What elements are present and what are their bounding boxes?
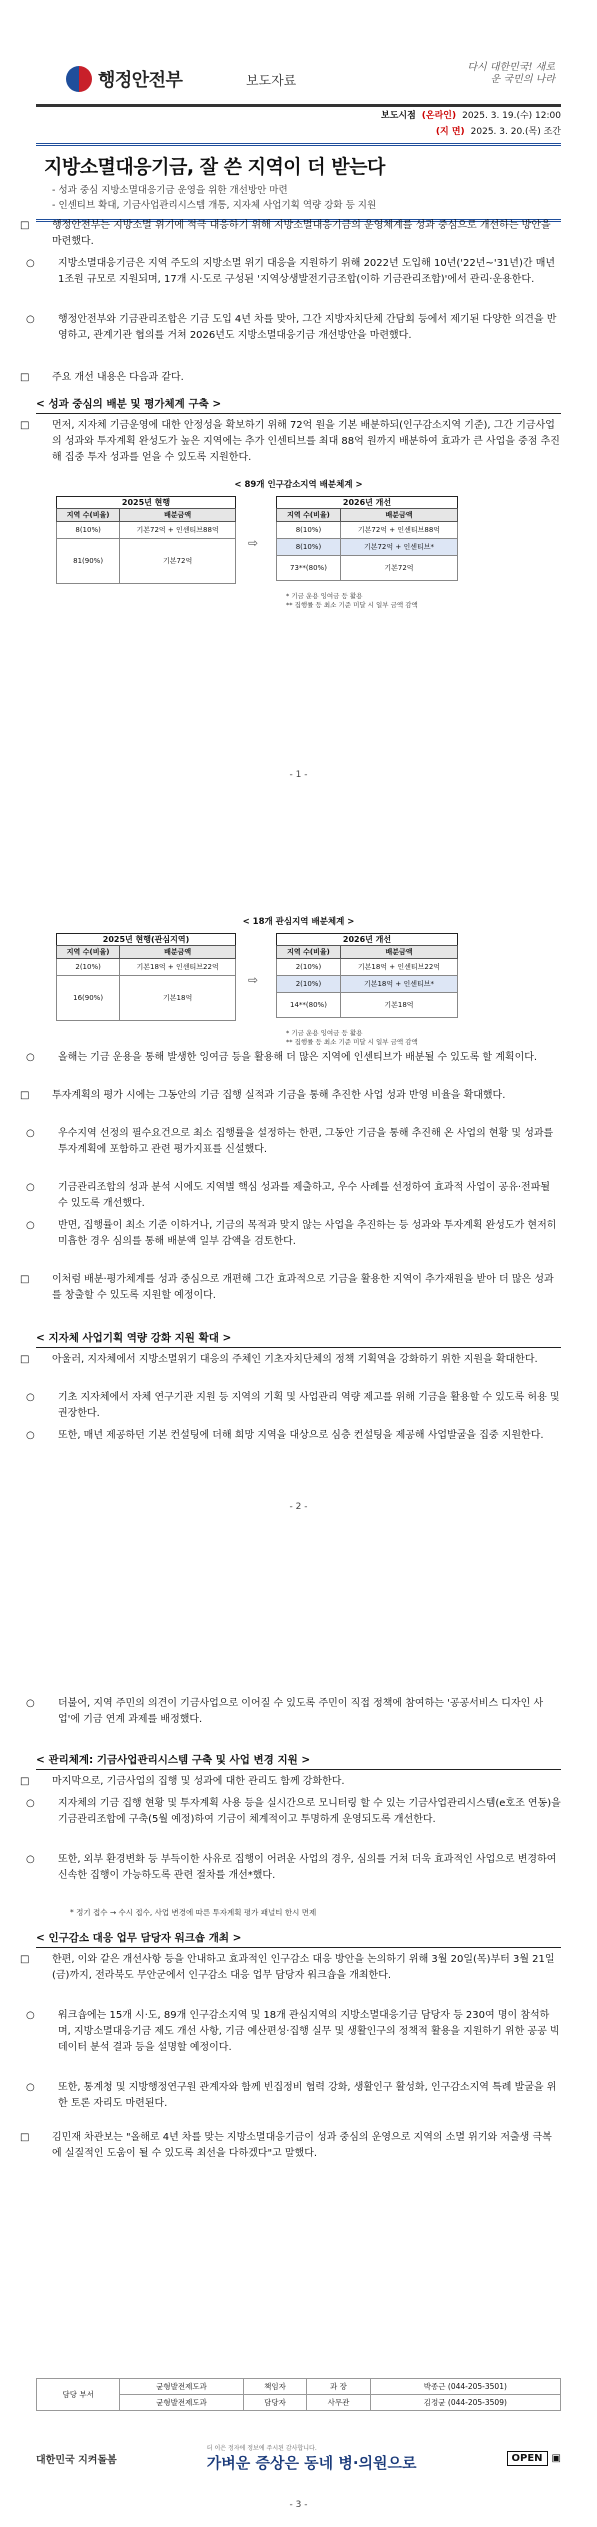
paragraph: ○ 지방소멸대응기금은 지역 주도의 지방소멸 위기 대응을 지원하기 위해 2022년 도입해 10년('22년~'31년)간 매년 1조원 규모로 지원되며, 17개 시·도로 구성된 '지역상생발전기금조합(이하 기금관리조합)'에서 관리·운용한다. — [26, 258, 556, 285]
footnote: * 정기 접수 → 수시 접수, 사업 변경에 따른 투자계획 평가 패널티 한시 면제 — [70, 1908, 317, 1917]
subtitle-2: - 인센티브 확대, 기금사업관리시스템 개통, 지자체 사업기획 역량 강화 등 지원 — [52, 200, 377, 211]
section-heading: < 인구감소 대응 업무 담당자 워크숍 개최 > — [36, 1930, 561, 1948]
campaign-slogan: 더 이은 정자에 정보에 주시된 감사합니다. 가벼운 증상은 동네 병·의원으로 — [206, 2445, 417, 2472]
press-header — [36, 62, 561, 100]
allocation-table-1: 2025년 현행 지역 수(비율) 배분금액 8(10%) 기본72억 + 인센티브88억 81(90%) 기본72억 ⇨ 2026년 개선 지역 수(비율) 배분금액 8(10%) 기본72억 + 인센티브88억 8(10%) 기본72억 + 인센티브* 73**(80%) 기본72억 * 기금 운용 잉여금 등 활용 ** 집행률 등 최소 기준 미달 시 일부 금액 감액 — [36, 496, 561, 606]
contact-table: 담당 부서 균형발전제도과 책임자 과 장 박종근 (044-205-3501) 균형발전제도과 담당자 사무관 김정균 (044-205-3509) — [36, 2378, 561, 2411]
paragraph: ○ 기금관리조합의 성과 분석 시에도 지역별 핵심 성과를 제출하고, 우수 사례를 선정하여 효과적 사업이 공유·전파될 수 있도록 개선했다. — [26, 1182, 551, 1209]
doc-type: 보도자료 — [246, 74, 297, 89]
paragraph: ○ 또한, 외부 환경변화 등 부득이한 사유로 집행이 어려운 사업의 경우, 심의를 거쳐 더욱 효과적인 사업으로 변경하여 신속한 집행이 가능하도록 관련 절차를 개선*했다. — [26, 1854, 557, 1881]
page-number: - 1 - — [289, 770, 308, 780]
paragraph: □ 이처럼 배분·평가체계를 성과 중심으로 개편해 그간 효과적으로 기금을 활용한 지역이 추가재원을 받아 더 많은 성과를 창출할 수 있도록 지원할 예정이다. — [20, 1274, 554, 1301]
taegeuk-icon — [66, 66, 92, 92]
section-heading: < 지자체 사업기획 역량 강화 지원 확대 > — [36, 1330, 561, 1348]
ministry-name: 행정안전부 — [98, 70, 183, 91]
paragraph: □ 마지막으로, 기금사업의 집행 및 성과에 대한 관리도 함께 강화한다. — [20, 1776, 345, 1787]
paragraph: ○ 지자체의 기금 집행 현황 및 투자계획 사용 등을 실시간으로 모니터링 할 수 있는 기금사업관리시스템(e호조 연동)을 기금관리조합에 구축(5월 예정)하여 기금이 체계적이고 투명하게 운영되도록 개선한다. — [26, 1798, 561, 1825]
paragraph: ○ 또한, 통계청 및 지방행정연구원 관계자와 함께 빈집정비 협력 강화, 생활인구 활성화, 인구감소지역 특례 발굴을 위한 토론 자리도 마련된다. — [26, 2082, 557, 2109]
arrow-icon: ⇨ — [248, 973, 259, 987]
slogan: 다시 대한민국! 새로운 국민의 나라 — [467, 62, 555, 85]
arrow-icon: ⇨ — [248, 536, 259, 550]
section-heading: < 성과 중심의 배분 및 평가체계 구축 > — [36, 396, 561, 414]
paragraph: □ 행정안전부는 지방소멸 위기에 적극 대응하기 위해 지방소멸대응기금의 운영체계를 성과 중심으로 개선하는 방안을 마련했다. — [20, 220, 551, 247]
title-box — [36, 143, 561, 222]
paragraph: ○ 더불어, 지역 주민의 의견이 기금사업으로 이어질 수 있도록 주민이 직접 정책에 참여하는 '공공서비스 디자인 사업'에 기금 연계 과제를 배정했다. — [26, 1698, 544, 1725]
paragraph: □ 김민재 차관보는 "올해로 4년 차를 맞는 지방소멸대응기금이 성과 중심의 운영으로 지역의 소멸 위기와 저출생 극복에 실질적인 도움이 될 수 있도록 최선을 다하겠다"고 말했다. — [20, 2132, 552, 2159]
header-divider — [36, 104, 561, 107]
table-note: * 기금 운용 잉여금 등 활용 ** 집행률 등 최소 기준 미달 시 일부 금액 감액 — [286, 1029, 418, 1046]
ministry-logo — [66, 66, 182, 92]
page-number: - 3 - — [289, 2500, 308, 2510]
table-current: 지역 수(비율) 배분금액 2(10%) 기본18억 + 인센티브22억 16(90%) 기본18억 — [56, 945, 236, 1021]
section-heading: < 관리체계: 기금사업관리시스템 구축 및 사업 변경 지원 > — [36, 1752, 561, 1770]
paragraph: ○ 또한, 매년 제공하던 기본 컨설팅에 더해 희망 지역을 대상으로 심층 컨설팅을 제공해 사업발굴을 집중 지원한다. — [26, 1430, 544, 1441]
embargo-info: 보도시점 (온라인) 2025. 3. 19.(수) 12:00 (지 면) 2025. 3. 20.(목) 조간 — [381, 111, 561, 137]
paragraph: □ 아울러, 지자체에서 지방소멸위기 대응의 주체인 기초자치단체의 정책 기획역을 강화하기 위한 지원을 확대한다. — [20, 1354, 538, 1365]
campaign-logo: 대한민국 지켜돌봄 — [36, 2454, 117, 2466]
open-logo: OPEN ▣ — [507, 2451, 561, 2466]
table-caption: < 89개 인구감소지역 배분체계 > — [234, 480, 363, 490]
subtitle-1: - 성과 중심 지방소멸대응기금 운영을 위한 개선방안 마련 — [52, 185, 288, 196]
allocation-table-2: 2025년 현행(관심지역) 지역 수(비율) 배분금액 2(10%) 기본18억 + 인센티브22억 16(90%) 기본18억 ⇨ 2026년 개선 지역 수(비율) 배분금액 2(10%) 기본18억 + 인센티브22억 2(10%) 기본18억 + 인센티브* 14**(80%) 기본18억 * 기금 운용 잉여금 등 활용 ** 집행률 등 최소 기준 미달 시 일부 금액 감액 — [36, 933, 561, 1043]
footer-banner — [36, 2440, 561, 2476]
cc-icon: ▣ — [551, 2452, 561, 2464]
paragraph: □ 한편, 이와 같은 개선사항 등을 안내하고 효과적인 인구감소 대응 방안을 논의하기 위해 3월 20일(목)부터 3월 21일(금)까지, 전라북도 무안군에서 인구감소 대응 업무 담당자 워크숍을 개최한다. — [20, 1954, 555, 1981]
page-title: 지방소멸대응기금, 잘 쓴 지역이 더 받는다 — [44, 156, 385, 178]
paragraph: ○ 기초 지자체에서 자체 연구기관 지원 등 지역의 기획 및 사업관리 역량 제고를 위해 기금을 활용할 수 있도록 허용 및 권장한다. — [26, 1392, 560, 1419]
table-current: 지역 수(비율) 배분금액 8(10%) 기본72억 + 인센티브88억 81(90%) 기본72억 — [56, 508, 236, 584]
paragraph: ○ 올해는 기금 운용을 통해 발생한 잉여금 등을 활용해 더 많은 지역에 인센티브가 배분될 수 있도록 할 계획이다. — [26, 1052, 538, 1063]
paragraph: □ 주요 개선 내용은 다음과 같다. — [20, 372, 184, 383]
paragraph: ○ 우수지역 선정의 필수요건으로 최소 집행률을 설정하는 한편, 그동안 기금을 통해 추진해 온 사업의 현황 및 성과를 투자계획에 포함하고 관련 평가지표를 신설했다. — [26, 1128, 554, 1155]
table-caption: < 18개 관심지역 배분체계 > — [242, 917, 355, 927]
page-number: - 2 - — [289, 1502, 308, 1512]
table-improved: 지역 수(비율) 배분금액 2(10%) 기본18억 + 인센티브22억 2(10%) 기본18억 + 인센티브* 14**(80%) 기본18억 — [276, 945, 458, 1018]
paragraph: □ 먼저, 지자체 기금운영에 대한 안정성을 확보하기 위해 72억 원을 기본 배분하되(인구감소지역 기준), 그간 기금사업의 성과와 투자계획 완성도가 높은 지역에는 추가 인센티브를 최대 88억 원까지 배분하여 효과가 큰 사업을 중점 추진해 집중 투자 성과를 얻을 수 있도록 지원한다. — [20, 420, 560, 463]
paragraph: ○ 반면, 집행률이 최소 기준 이하거나, 기금의 목적과 맞지 않는 사업을 추진하는 등 성과와 투자계획 완성도가 현저히 미흡한 경우 심의를 통해 배분액 일부 감액을 검토한다. — [26, 1220, 557, 1247]
table-note: * 기금 운용 잉여금 등 활용 ** 집행률 등 최소 기준 미달 시 일부 금액 감액 — [286, 592, 418, 609]
paragraph: ○ 행정안전부와 기금관리조합은 기금 도입 4년 차를 맞아, 그간 지방자치단체 간담회 등에서 제기된 다양한 의견을 반영하고, 관계기관 협의를 거쳐 2026년도 지방소멸대응기금 개선방안을 마련했다. — [26, 314, 557, 341]
paragraph: □ 투자계획의 평가 시에는 그동안의 기금 집행 실적과 기금을 통해 추진한 사업 성과 반영 비율을 확대했다. — [20, 1090, 506, 1101]
table-improved: 지역 수(비율) 배분금액 8(10%) 기본72억 + 인센티브88억 8(10%) 기본72억 + 인센티브* 73**(80%) 기본72억 — [276, 508, 458, 581]
paragraph: ○ 워크숍에는 15개 시·도, 89개 인구감소지역 및 18개 관심지역의 지방소멸대응기금 담당자 등 230여 명이 참석하며, 지방소멸대응기금 제도 개선 사항, 기금 예산편성·집행 실무 및 생활인구의 정책적 활용을 지원하기 위한 공공 빅데이터 분석 결과 등을 설명할 예정이다. — [26, 2010, 560, 2053]
